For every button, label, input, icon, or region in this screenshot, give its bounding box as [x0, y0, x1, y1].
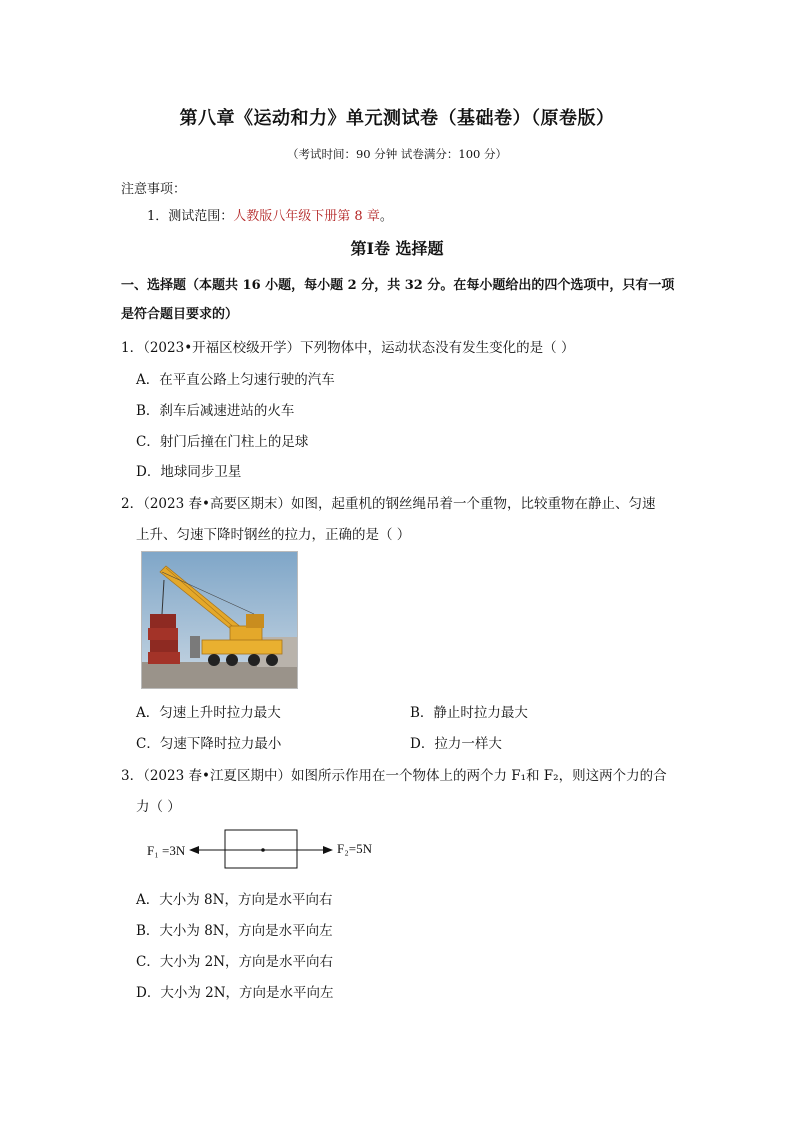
question-1-option-a: A．在平直公路上匀速行驶的汽车 [136, 372, 335, 388]
question-3-stem-line1: 3．（2023 春•江夏区期中）如图所示作用在一个物体上的两个力 F₁和 F₂，则这两个力的合 [121, 768, 667, 784]
question-1-stem: 1．（2023•开福区校级开学）下列物体中，运动状态没有发生变化的是（ ） [121, 340, 575, 356]
crane-photo [141, 551, 298, 689]
force-f1-arrowhead [189, 846, 199, 854]
object-box [225, 830, 297, 868]
exam-info: （考试时间：90 分钟 试卷满分：100 分） [286, 147, 508, 161]
force-f2-label: F₂=5N [337, 841, 372, 856]
notice-heading: 注意事项： [121, 182, 187, 197]
page-title: 第八章《运动和力》单元测试卷（基础卷）（原卷版） [179, 108, 615, 129]
notice-item-prefix: 1．测试范围： [147, 209, 234, 224]
question-1-option-c: C．射门后撞在门柱上的足球 [136, 434, 309, 450]
force-f2-arrowhead [323, 846, 333, 854]
notice-item-scope-text: 人教版八年级下册第 8 章 [233, 209, 380, 224]
notice-item-scope [147, 205, 393, 224]
question-2-option-a: A．匀速上升时拉力最大 [136, 705, 281, 721]
question-3-stem-line2: 力（ ） [136, 799, 181, 815]
question-2-stem-line1: 2．（2023 春•高要区期末）如图，起重机的钢丝绳吊着一个重物，比较重物在静止、匀速 [121, 496, 656, 512]
question-2-stem-line2: 上升、匀速下降时钢丝的拉力，正确的是（ ） [136, 527, 411, 543]
question-2-option-b: B．静止时拉力最大 [410, 705, 528, 721]
force-diagram [143, 825, 403, 875]
part-heading: 一、选择题（本题共 16 小题，每小题 2 分，共 32 分。在每小题给出的四个选项中，只有一项是符合题目要求的） [121, 278, 675, 322]
section-title: 第Ⅰ卷 选择题 [350, 239, 444, 258]
question-3-option-b: B．大小为 8N，方向是水平向左 [136, 923, 333, 939]
question-1-option-d: D．地球同步卫星 [136, 464, 242, 480]
question-2-option-d: D．拉力一样大 [410, 736, 502, 752]
force-f1-label: F₁ =3N [147, 843, 186, 858]
question-2-option-c: C．匀速下降时拉力最小 [136, 736, 282, 752]
notice-item-suffix: 。 [379, 209, 393, 224]
question-3-option-c: C．大小为 2N，方向是水平向右 [136, 954, 334, 970]
question-3-option-a: A．大小为 8N，方向是水平向右 [136, 892, 333, 908]
question-3-option-d: D．大小为 2N，方向是水平向左 [136, 985, 334, 1001]
question-1-option-b: B．刹车后减速进站的火车 [136, 403, 295, 419]
